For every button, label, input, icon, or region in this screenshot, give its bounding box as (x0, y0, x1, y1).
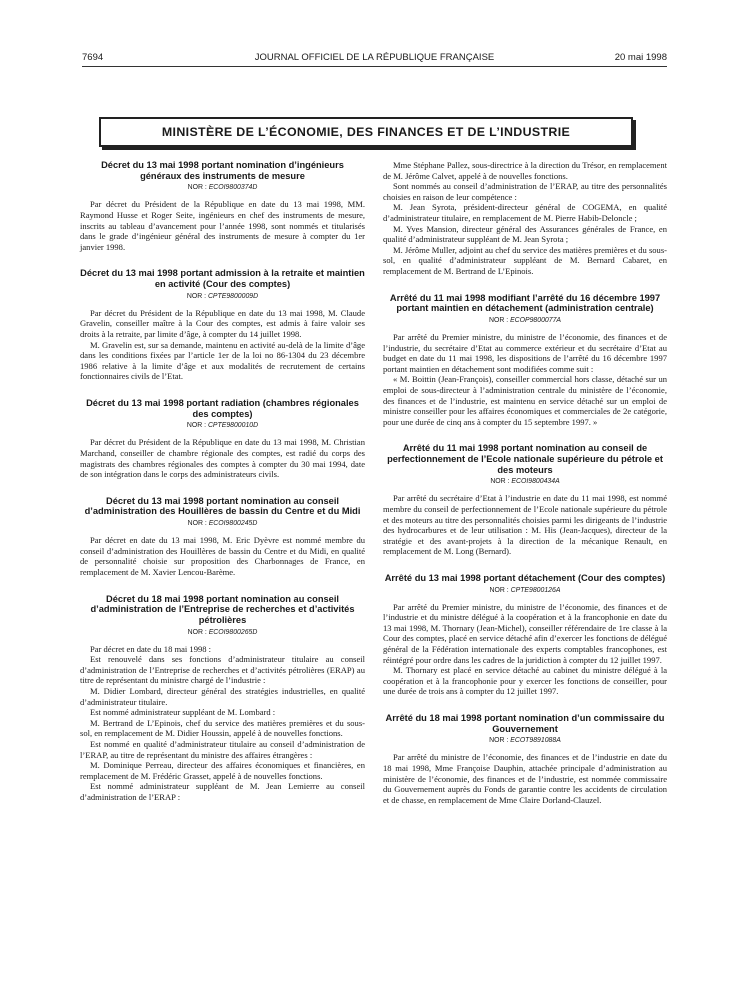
decree-paragraph: Par arrêté du secrétaire d’Etat à l’industrie en date du 11 mai 1998, est nommé membre du conseil de perfectionnement de l’Ecole nationale supérieure du pétrole et des moteurs au titre des personnalités choisies parmi les dirigeants de l’industrie des hydrocarbures et de leur utilisation : M. His (Jean-Jacques), directeur de la stratégie et des avant-projets à la direction de la mécanique Renault, en remplacement de M. Long (Bernard). (383, 493, 667, 557)
nor-reference (80, 628, 365, 637)
decree-paragraph: M. Bertrand de L’Epinois, chef du service des matières premières et du sous-sol, en remplacement de M. Didier Houssin, appelé à de nouvelles fonctions. (80, 717, 365, 739)
nor-code: ECOP9800077A (510, 316, 562, 324)
decree-section (383, 443, 667, 557)
page-number: 7694 (82, 52, 104, 63)
decree-paragraph: Par arrêté du Premier ministre, du ministre de l’économie, des finances et de l’industrie et du ministre délégué à la coopération et à la francophonie en date du 13 mai 1998, M. Thornary (Jean-Michel), conseiller référendaire de 1re classe à la Cour des comptes, placé en service détaché afin d’exercer les fonctions de délégué général de la Fédération internationale des experts comptables francophones, est réintégré pour ordre dans les cadres de la juridiction à compter du 12 juillet 1997. (383, 601, 667, 665)
ministry-title: MINISTÈRE DE L’ÉCONOMIE, DES FINANCES ET DE L’INDUSTRIE (161, 125, 571, 139)
decree-title: Décret du 13 mai 1998 portant admission à la retraite et maintien en activité (Cour des comptes) (80, 268, 365, 290)
decree-title: Arrêté du 11 mai 1998 portant nomination au conseil de perfectionnement de l’Ecole nationale supérieure du pétrole et des moteurs (387, 443, 663, 475)
section-gap (80, 578, 365, 594)
decree-paragraph: Par décret du Président de la République en date du 13 mai 1998, M. Christian Marchand, conseiller de chambre régionale des comptes, est radié du corps des magistrats des chambres régionales des comptes à compter du 30 mai 1994, date de son intégration dans le corps des administrateurs civils. (80, 437, 365, 480)
decree-paragraph: Par décret en date du 13 mai 1998, M. Eric Dyèvre est nommé membre du conseil d’administration des Houillères de bassin du Centre et du Midi, en qualité de personnalité choisie sur proposition des Charbonnages de France, en remplacement de M. Xavier Lencou-Barème. (80, 535, 365, 577)
decree-paragraph: M. Jean Syrota, président-directeur général de COGEMA, en qualité d’administrateur titulaire, en remplacement de M. Pierre Habib-Deloncle ; (383, 202, 667, 223)
decree-paragraph: Par arrêté du ministre de l’économie, des finances et de l’industrie en date du 18 mai 1998, Mme Françoise Dauphin, attachée principale d’administration au ministère de l’économie, des finances et de l’industrie, est nommée commissaire du Gouvernement auprès du Fonds de garantie contre les accidents de circulation et de chasse, en remplacement de Mme Claire Dorland-Clauzel. (383, 752, 667, 805)
decree-paragraph: Est renouvelé dans ses fonctions d’administrateur titulaire au conseil d’administration de l’Entreprise de recherches et d’activités pétrolières (ERAP) au titre de représentant du ministre chargé de l’industrie : (80, 654, 365, 686)
decree-title: Décret du 13 mai 1998 portant nomination d’ingénieurs généraux des instruments de mesure (101, 160, 344, 181)
decree-title: Arrêté du 18 mai 1998 portant nomination d’un commissaire du Gouvernement (385, 713, 665, 734)
nor-code: ECOI9800265D (208, 628, 258, 636)
decree-paragraph: Par arrêté du Premier ministre, du ministre de l’économie, des finances et de l’industrie, du secrétaire d’Etat au commerce extérieur et du secrétaire d’Etat au budget en date du 11 mai 1998, les dispositions de l’arrêté du 16 décembre 1997 portant maintien en détachement sont modifiées comme suit : (383, 331, 667, 374)
decree-title: Arrêté du 13 mai 1998 portant détachement (Cour des comptes) (384, 572, 666, 583)
decree-paragraph: « M. Boittin (Jean-François), conseiller commercial hors classe, détaché sur un emploi de sous-directeur à l’administration centrale du ministère de l’économie, des finances et de l’industrie, est maintenu en service détaché sur un emploi de ministre conseiller pour les affaires économiques et commerciales de 2e catégorie, pour une durée de cinq ans à compter du 15 septembre 1997. » (383, 374, 667, 427)
page-header (82, 52, 667, 66)
section-gap (80, 252, 365, 268)
decree-section (383, 713, 667, 805)
nor-reference (80, 519, 365, 528)
decree-paragraph: Est nommé administrateur suppléant de M. Jean Lemierre au conseil d’administration de l’ERAP : (80, 781, 365, 802)
nor-label: NOR : (489, 737, 509, 745)
nor-label: NOR : (186, 292, 207, 300)
ministry-banner (99, 117, 633, 147)
decree-paragraph: M. Dominique Perreau, directeur des affaires économiques et financières, en remplacement de M. Frédéric Grasset, appelé à de nouvelles fonctions. (80, 760, 365, 781)
nor-label: NOR : (490, 478, 510, 486)
decree-title: Décret du 13 mai 1998 portant nomination au conseil d’administration des Houillères de bassin du Centre et du Midi (84, 495, 361, 517)
nor-label: NOR : (488, 316, 509, 324)
decree-paragraph: M. Jérôme Muller, adjoint au chef du service des matières premières et du sous-sol, en qualité d’administrateur suppléant de M. Bernard Cabaret, en remplacement de M. Bertrand de L’Epinois. (383, 244, 667, 276)
decree-section (80, 496, 365, 578)
decree-paragraph: M. Gravelin est, sur sa demande, maintenu en activité au-delà de la limite d’âge dans les conditions fixées par l’article 1er de la loi no 86-1304 du 23 décembre 1986 relative à la limite d’âge et aux modalités de recrutement de certains fonctionnaires civils de l’Etat. (80, 339, 365, 382)
right-column (383, 160, 667, 805)
issue-date: 20 mai 1998 (614, 52, 667, 63)
nor-code: CPTE9800010D (207, 422, 259, 430)
decree-paragraph: Est nommé administrateur suppléant de M. Lombard : (90, 707, 276, 718)
nor-label: NOR : (187, 184, 207, 192)
nor-code: ECOI9800374D (208, 184, 258, 192)
decree-section (80, 398, 365, 480)
nor-reference (80, 421, 365, 430)
decree-paragraph: M. Yves Mansion, directeur général des Assurances générales de France, en qualité d’administrateur suppléant de M. Jean Syrota ; (383, 223, 667, 245)
header-rule (82, 66, 667, 67)
nor-label: NOR : (186, 422, 207, 430)
section-gap (80, 480, 365, 496)
decree-paragraph: Est nommé en qualité d’administrateur titulaire au conseil d’administration de l’ERAP, au titre de représentant du ministre des affaires étrangères : (80, 738, 365, 760)
section-gap (80, 382, 365, 398)
decree-paragraph: Mme Stéphane Pallez, sous-directrice à la direction du Trésor, en remplacement de M. Jérôme Calvet, appelé à de nouvelles fonctions. (383, 160, 667, 181)
decree-paragraph: Par décret du Président de la République en date du 13 mai 1998, MM. Raymond Husse et Roger Seite, ingénieurs en chef des instruments de mesure, inscrits au tableau d’avancement pour l’année 1998, sont nommés et titularisés dans le grade d’ingénieur général des instruments de mesure à compter du 1er janvier 1998. (80, 199, 365, 252)
nor-reference (383, 586, 667, 595)
nor-reference (383, 316, 667, 325)
decree-title: Décret du 13 mai 1998 portant radiation (chambres régionales des comptes) (86, 397, 359, 419)
decree-paragraph: Par décret du Président de la République en date du 13 mai 1998, M. Claude Gravelin, conseiller maître à la Cour des comptes, est admis à faire valoir ses droits à la retraite, par limite d’âge, à compter du 14 juillet 1998. (80, 307, 365, 339)
section-gap (383, 277, 667, 293)
decree-paragraph: M. Thornary est placé en service détaché au cabinet du ministre délégué à la coopération et à la francophonie pour y exercer les fonctions de conseiller, pour une durée de trois ans à compter du 12 juillet 1997. (383, 665, 667, 697)
decree-section (383, 573, 667, 697)
section-gap (383, 557, 667, 573)
nor-label: NOR : (187, 520, 207, 528)
decree-section (80, 594, 365, 803)
decree-paragraph: Par décret en date du 18 mai 1998 : (90, 643, 212, 654)
decree-section (80, 160, 365, 252)
decree-title: Décret du 18 mai 1998 portant nomination au conseil d’administration de l’Entreprise de recherches et d’activités pétrolières (90, 593, 355, 625)
section-gap (383, 427, 667, 443)
nor-reference (383, 477, 667, 486)
decree-paragraph: M. Didier Lombard, directeur général des stratégies industrielles, en qualité d’administrateur titulaire. (80, 685, 365, 707)
nor-code: ECOI9800245D (208, 520, 258, 528)
decree-section (80, 268, 365, 382)
nor-reference (80, 183, 365, 192)
journal-title: JOURNAL OFFICIEL DE LA RÉPUBLIQUE FRANÇAISE (254, 52, 495, 63)
nor-reference (80, 292, 365, 301)
nor-label: NOR : (489, 586, 509, 594)
decree-title: Arrêté du 11 mai 1998 modifiant l’arrêté du 16 décembre 1997 portant maintien en détachement (administration centrale) (389, 292, 661, 314)
nor-reference (383, 736, 667, 745)
left-column (80, 160, 365, 803)
decree-section (383, 160, 667, 277)
nor-code: CPTE9800009D (207, 292, 259, 300)
nor-code: ECOI9800434A (511, 478, 560, 486)
section-gap (383, 697, 667, 713)
nor-label: NOR : (187, 628, 207, 636)
nor-code: CPTE9800126A (510, 586, 561, 594)
decree-paragraph: Sont nommés au conseil d’administration de l’ERAP, au titre des personnalités choisies en raison de leur compétence : (383, 181, 667, 202)
decree-section (383, 293, 667, 428)
nor-code: ECOT9891088A (510, 737, 561, 745)
